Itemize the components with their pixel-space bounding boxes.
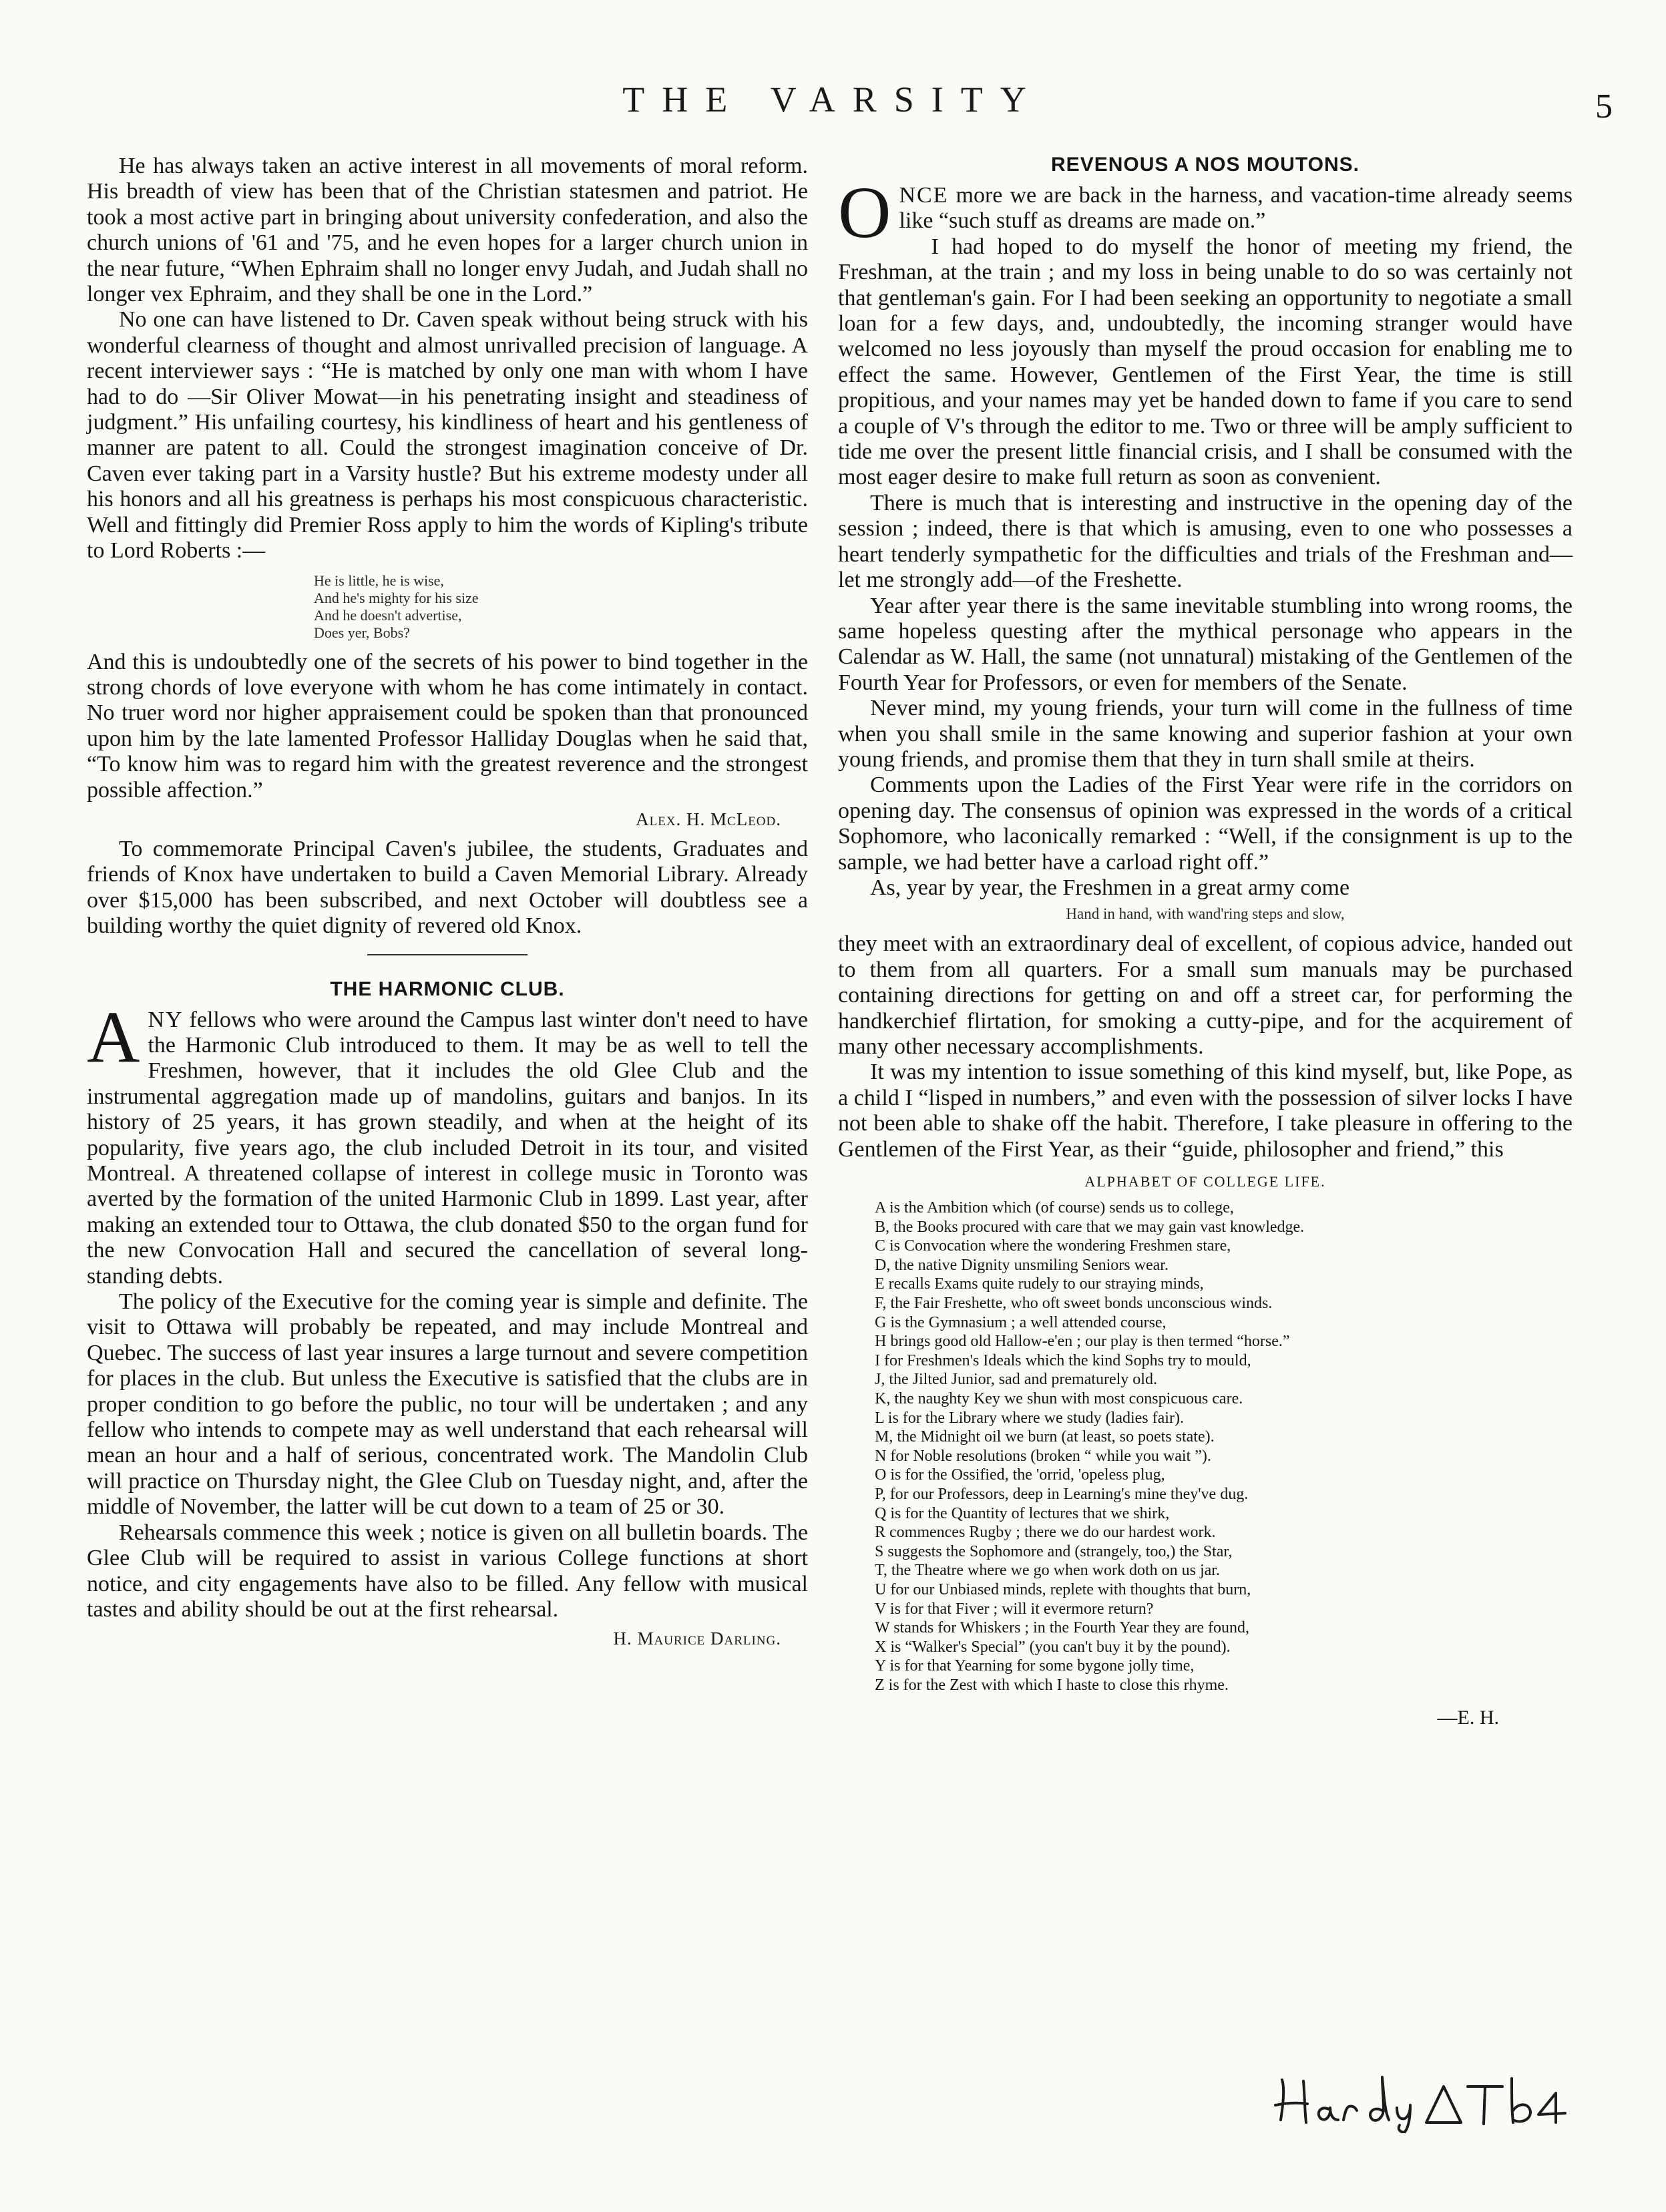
alphabet-poem (875, 1198, 1573, 1695)
alphabet-line: S suggests the Sophomore and (strangely, too,) the Star, (875, 1542, 1233, 1560)
caven-paragraph-1: He has always taken an active interest in all movements of moral reform. His breadth of view has been that of the Christian statesmen and patriot. He took a most active part in bringing about university confederation, and also the church unions of '61 and '75, and he even hopes for a larger church union in the near future, “When Ephraim shall no longer envy Judah, and Judah shall no longer vex Ephraim, and they shall be one in the Lord.” (87, 154, 808, 307)
signature-eh: —E. H. (1437, 1707, 1499, 1729)
signature-mcleod: Alex. H. McLeod. (636, 809, 781, 829)
alphabet-line: K, the naughty Key we shun with most conspicuous care. (875, 1389, 1243, 1407)
alphabet-line: X is “Walker's Special” (you can't buy it by the pound). (875, 1638, 1231, 1656)
lead-word: NY (148, 1007, 184, 1032)
alphabet-line: M, the Midnight oil we burn (at least, so poets state). (875, 1428, 1215, 1446)
alphabet-line: T, the Theatre where we go when work doth on us jar. (875, 1562, 1220, 1580)
harmonic-paragraph-1-text: fellows who were around the Campus last winter don't need to have the Harmonic Club introduced to them. It may be as well to tell the Freshmen, however, that it includes the old Glee Club and the instrumental aggregation made up of mandolins, guitars and banjos. In its history of 25 years, it has grown steadily, and when at the height of its popularity, five years ago, the club included Detroit in its tour, and visited Montreal. A threatened collapse of interest in college music in Toronto was averted by the formation of the united Harmonic Club in 1899. Last year, after making an extended tour to Ottawa, the club donated $50 to the organ fund for the new Convocation Hall and secured the cancellation of several long-standing debts. (87, 1007, 808, 1289)
revenous-paragraph-3: There is much that is interesting and instructive in the opening day of the session ; indeed, there is that which is amusing, even to one who possesses a heart tenderly sympathetic for the difficulties and trials of the Freshman and—let me strongly add—of the Freshette. (838, 490, 1573, 593)
lead-word: NCE (899, 183, 949, 208)
alphabet-line: E recalls Exams quite rudely to our straying minds, (875, 1275, 1204, 1293)
alphabet-line: R commences Rugby ; there we do our hardest work. (875, 1524, 1216, 1542)
alphabet-line: L is for the Library where we study (ladies fair). (875, 1409, 1184, 1427)
drop-cap: A (87, 996, 140, 1078)
revenous-paragraph-6: Comments upon the Ladies of the First Year were rife in the corridors on opening day. The consensus of opinion was expressed in the words of a critical Sophomore, who laconically remarked : “Well, if the consignment is up to the sample, we had better have a carload right off.” (838, 772, 1573, 875)
caven-paragraph-2: No one can have listened to Dr. Caven speak without being struck with his wonderful clearness of thought and almost unrivalled precision of language. A recent interviewer says : “He is matched by only one man with whom I have had to do —Sir Oliver Mowat—in his penetrating insight and steadiness of judgment.” His unfailing courtesy, his kindliness of heart and his gentleness of manner are patent to all. Could the strongest imagination conceive of Dr. Caven ever taking part in a Varsity hustle? But his extreme modesty under all his honors and all his greatness is perhaps his most conspicuous characteristic. Well and fittingly did Premier Ross apply to him the words of Kipling's tribute to Lord Roberts :— (87, 307, 808, 564)
harmonic-club-heading: THE HARMONIC CLUB. (330, 977, 565, 1000)
revenous-paragraph-9: It was my intention to issue something of this kind myself, but, like Pope, as a child I “lisped in numbers,” and even with the possession of silver locks I have not been able to shake off the habit. Therefore, I take pleasure in offering to the Gentlemen of the First Year, as their “guide, philosopher and friend,” this (838, 1060, 1573, 1162)
alphabet-line: U for our Unbiased minds, replete with thoughts that burn, (875, 1580, 1251, 1598)
caven-paragraph-4: To commemorate Principal Caven's jubilee, the students, Graduates and friends of Knox have undertaken to build a Caven Memorial Library. Already over $15,000 has been subscribed, and next October will doubtless see a building worthy the quiet dignity of revered old Knox. (87, 836, 808, 939)
quoted-line: Hand in hand, with wand'ring steps and slow, (1066, 905, 1345, 923)
alphabet-line: P, for our Professors, deep in Learning's mine they've dug. (875, 1485, 1249, 1503)
alphabet-title: ALPHABET OF COLLEGE LIFE. (1084, 1173, 1326, 1190)
revenous-paragraph-4: Year after year there is the same inevitable stumbling into wrong rooms, the same hopeless questing after the mythical personage who appears in the Calendar as W. Hall, the same (not unnatural) mistaking of the Gentlemen of the Fourth Year for Professors, or even for members of the Senate. (838, 593, 1573, 695)
kipling-poem (314, 572, 808, 642)
revenous-paragraph-7: As, year by year, the Freshmen in a great army come (870, 875, 1350, 900)
alphabet-line: J, the Jilted Junior, sad and prematurely old. (875, 1371, 1157, 1389)
right-column (838, 154, 1573, 1729)
harmonic-paragraph-2: The policy of the Executive for the coming year is simple and definite. The visit to Ottawa will probably be repeated, and may include Montreal and Quebec. The success of last year insures a large turnout and severe competition for places in the club. But unless the Executive is satisfied that the clubs are in proper condition to go before the public, no tour will be undertaken ; and any fellow who intends to compete may as well understand that each rehearsal will mean an hour and a half of serious, concentrated work. The Mandolin Club will practice on Thursday night, the Glee Club on Tuesday night, and, after the middle of November, the latter will be cut down to a team of 25 or 30. (87, 1289, 808, 1520)
revenous-paragraph-2: I had hoped to do myself the honor of meeting my friend, the Freshman, at the train ; and my loss in being unable to do so was certainly not that gentleman's gain. For I had been seeking an opportunity to negotiate a small loan for a few days, and, undoubtedly, the incoming stranger would have welcomed no less joyously than myself the proud occasion for enabling me to effect the same. However, Gentlemen of the First Year, the time is still propitious, and your names may yet be handed down to fame if you care to send a couple of V's through the editor to me. Two or three will be amply sufficient to tide me over the present little financial crisis, and I shall be consumed with the most eager desire to make full return as soon as convenient. (838, 234, 1573, 490)
poem-line: Does yer, Bobs? (314, 624, 410, 641)
alphabet-line: W stands for Whiskers ; in the Fourth Year they are found, (875, 1619, 1250, 1637)
poem-line: He is little, he is wise, (314, 572, 444, 589)
alphabet-line: G is the Gymnasium ; a well attended course, (875, 1313, 1167, 1331)
alphabet-line: B, the Books procured with care that we may gain vast knowledge. (875, 1218, 1305, 1236)
alphabet-line: I for Freshmen's Ideals which the kind Sophs try to mould, (875, 1351, 1251, 1369)
alphabet-line: F, the Fair Freshette, who oft sweet bonds unconscious winds. (875, 1295, 1273, 1312)
handwritten-note (1269, 2073, 1569, 2133)
masthead: THE VARSITY (622, 79, 1044, 120)
poem-line: And he's mighty for his size (314, 589, 479, 606)
harmonic-paragraph-3: Rehearsals commence this week ; notice is given on all bulletin boards. The Glee Club will be required to assist in various College functions at short notice, and city engagements have also to be filled. Any fellow with musical tastes and ability should be out at the first rehearsal. (87, 1520, 808, 1622)
alphabet-line: C is Convocation where the wondering Freshmen stare, (875, 1237, 1231, 1255)
alphabet-line: O is for the Ossified, the 'orrid, 'opeless plug, (875, 1466, 1165, 1484)
harmonic-paragraph-1 (87, 996, 808, 1289)
alphabet-line: Z is for the Zest with which I haste to close this rhyme. (875, 1676, 1229, 1694)
drop-cap: O (838, 172, 891, 253)
poem-line: And he doesn't advertise, (314, 606, 462, 624)
alphabet-line: Q is for the Quantity of lectures that we shirk, (875, 1504, 1170, 1522)
alphabet-line: D, the native Dignity unsmiling Seniors wear. (875, 1256, 1169, 1274)
alphabet-line: H brings good old Hallow-e'en ; our play is then termed “horse.” (875, 1333, 1290, 1351)
signature-darling: H. Maurice Darling. (613, 1628, 781, 1649)
left-column (87, 154, 808, 1656)
caven-paragraph-3: And this is undoubtedly one of the secrets of his power to bind together in the strong chords of love everyone with whom he has come intimately in contact. No truer word nor higher appraisement could be spoken than that pronounced upon him by the late lamented Professor Halliday Douglas when he said that, “To know him was to regard him with the greatest reverence and the strongest possible affection.” (87, 649, 808, 803)
revenous-paragraph-1 (838, 172, 1573, 253)
alphabet-line: Y is for that Yearning for some bygone jolly time, (875, 1657, 1195, 1675)
revenous-paragraph-5: Never mind, my young friends, your turn will come in the fullness of time when you shall smile in the same knowing and superior fashion at your own young friends, and promise them that they in turn shall smile at theirs. (838, 696, 1573, 772)
alphabet-line: N for Noble resolutions (broken “ while you wait ”). (875, 1447, 1211, 1465)
revenous-paragraph-1-text: more we are back in the harness, and vacation-time already seems like “such stuff as dreams are made on.” (899, 183, 1573, 234)
revenous-heading: REVENOUS A NOS MOUTONS. (1051, 154, 1360, 176)
alphabet-line: A is the Ambition which (of course) sends us to college, (875, 1199, 1234, 1217)
alphabet-line: V is for that Fiver ; will it evermore return? (875, 1600, 1154, 1618)
page-number: 5 (1595, 87, 1613, 126)
revenous-paragraph-8: they meet with an extraordinary deal of excellent, of copious advice, handed out to them from all quarters. For a small sum manuals may be purchased containing directions for getting on and off a street car, for performing the handkerchief flirtation, for smoking a cutty-pipe, and for the acquirement of many other necessary accomplishments. (838, 931, 1573, 1059)
section-divider (367, 954, 528, 955)
